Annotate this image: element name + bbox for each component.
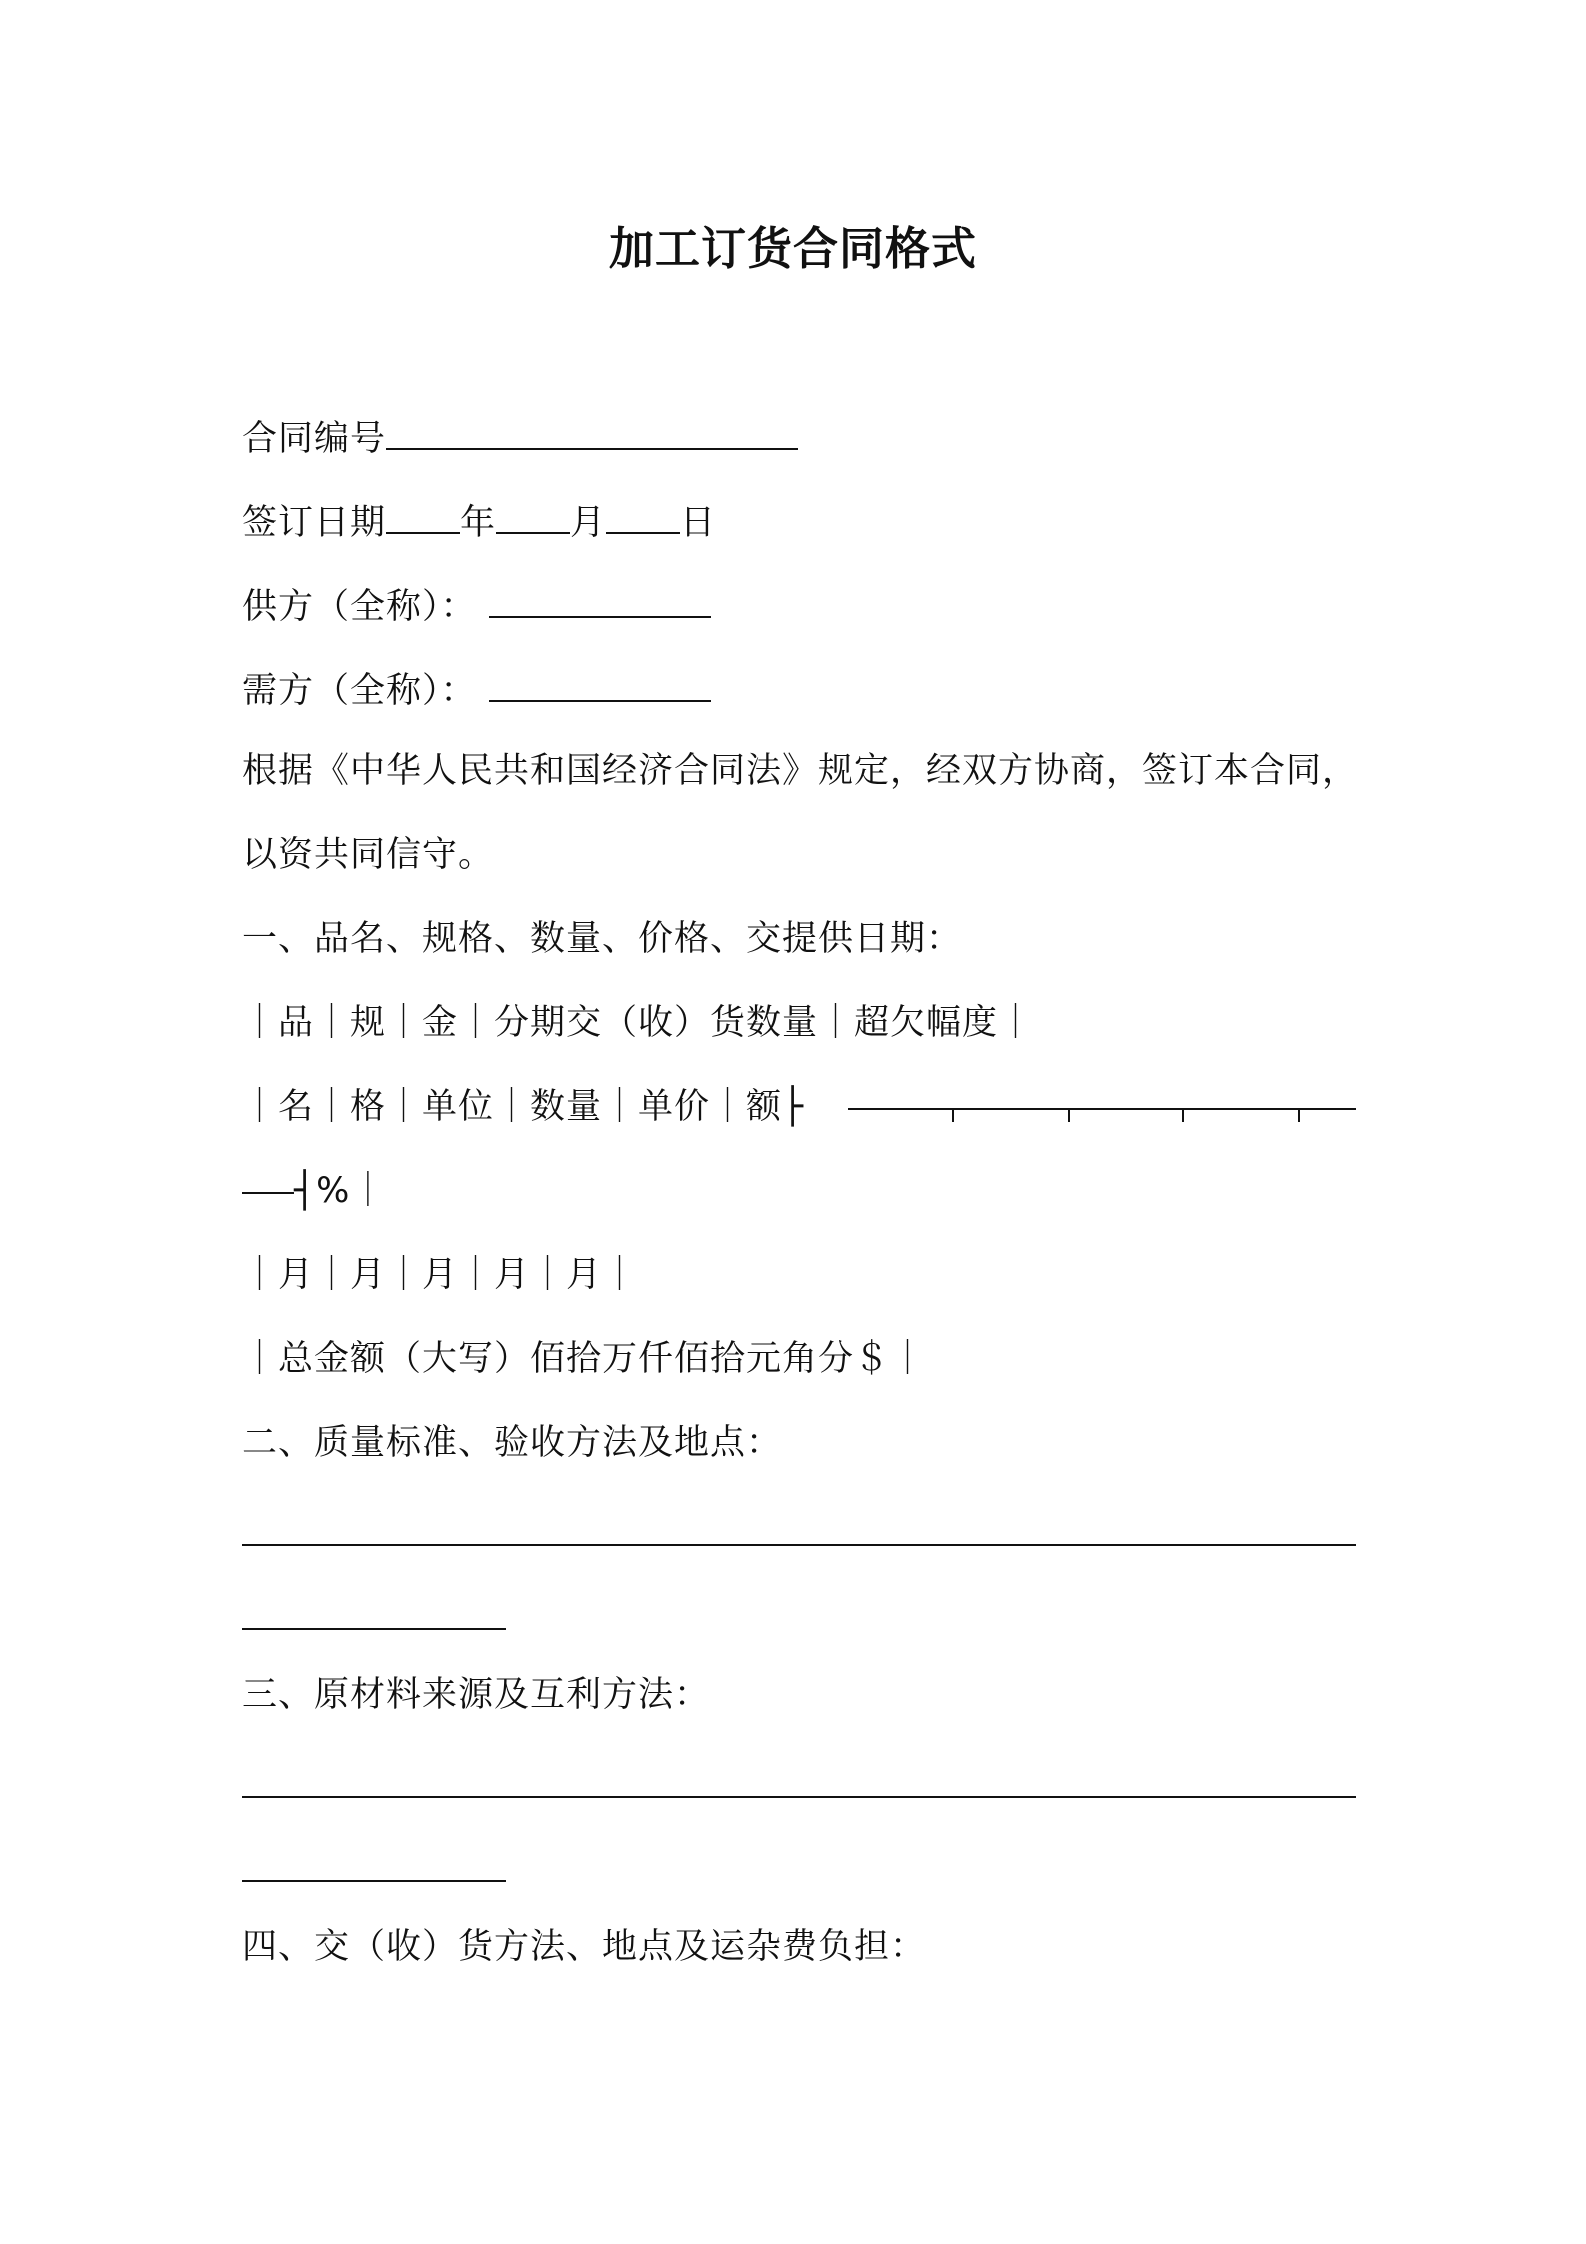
- table-rule-tick: [952, 1108, 954, 1122]
- preamble-line-1: 根据《中华人民共和国经济合同法》规定，经双方协商，签订本合同，: [242, 751, 1359, 791]
- supplier-blank[interactable]: [489, 578, 711, 618]
- year-blank[interactable]: [386, 494, 460, 534]
- supplier-line: [242, 578, 711, 632]
- buyer-blank[interactable]: [489, 662, 711, 702]
- section-1-heading: 一、品名、规格、数量、价格、交提供日期：: [242, 919, 963, 959]
- buyer-label: 需方（全称）：: [242, 671, 477, 711]
- day-label: 日: [680, 503, 717, 543]
- contract-number-line: [242, 410, 798, 464]
- section-2-blank-line-2[interactable]: [242, 1628, 506, 1630]
- month-blank[interactable]: [496, 494, 570, 534]
- table-row-2: ｜名｜格｜单位｜数量｜单价｜额├: [242, 1087, 805, 1127]
- supplier-label: 供方（全称）：: [242, 587, 477, 627]
- contract-number-blank[interactable]: [386, 410, 798, 450]
- table-rule: [848, 1108, 1356, 1110]
- table-row-1: ｜品｜规｜金｜分期交（收）货数量｜超欠幅度｜: [242, 1003, 1035, 1043]
- table-rule-tick: [1068, 1108, 1070, 1122]
- table-row-3: ┤%｜: [294, 1171, 387, 1211]
- section-2-heading: 二、质量标准、验收方法及地点：: [242, 1423, 783, 1463]
- month-label: 月: [570, 503, 607, 543]
- table-rule-tick: [1298, 1108, 1300, 1122]
- sign-date-label: 签订日期: [242, 503, 387, 543]
- section-4-heading: 四、交（收）货方法、地点及运杂费负担：: [242, 1927, 927, 1967]
- sign-date-line: [242, 494, 716, 548]
- table-row-4: ｜月｜月｜月｜月｜月｜: [242, 1255, 639, 1295]
- section-2-blank-line-1[interactable]: [242, 1544, 1356, 1546]
- table-row-5: ｜总金额（大写）佰拾万仟佰拾元角分＄｜: [242, 1339, 927, 1379]
- section-3-heading: 三、原材料来源及互利方法：: [242, 1675, 711, 1715]
- table-rule-tick: [1182, 1108, 1184, 1122]
- day-blank[interactable]: [606, 494, 680, 534]
- preamble-line-2: 以资共同信守。: [242, 835, 495, 875]
- year-label: 年: [460, 503, 497, 543]
- contract-number-label: 合同编号: [242, 419, 387, 459]
- section-3-blank-line-1[interactable]: [242, 1796, 1356, 1798]
- table-rule-continued: [242, 1192, 294, 1194]
- document-title: 加工订货合同格式: [608, 222, 977, 275]
- section-3-blank-line-2[interactable]: [242, 1880, 506, 1882]
- buyer-line: [242, 662, 711, 716]
